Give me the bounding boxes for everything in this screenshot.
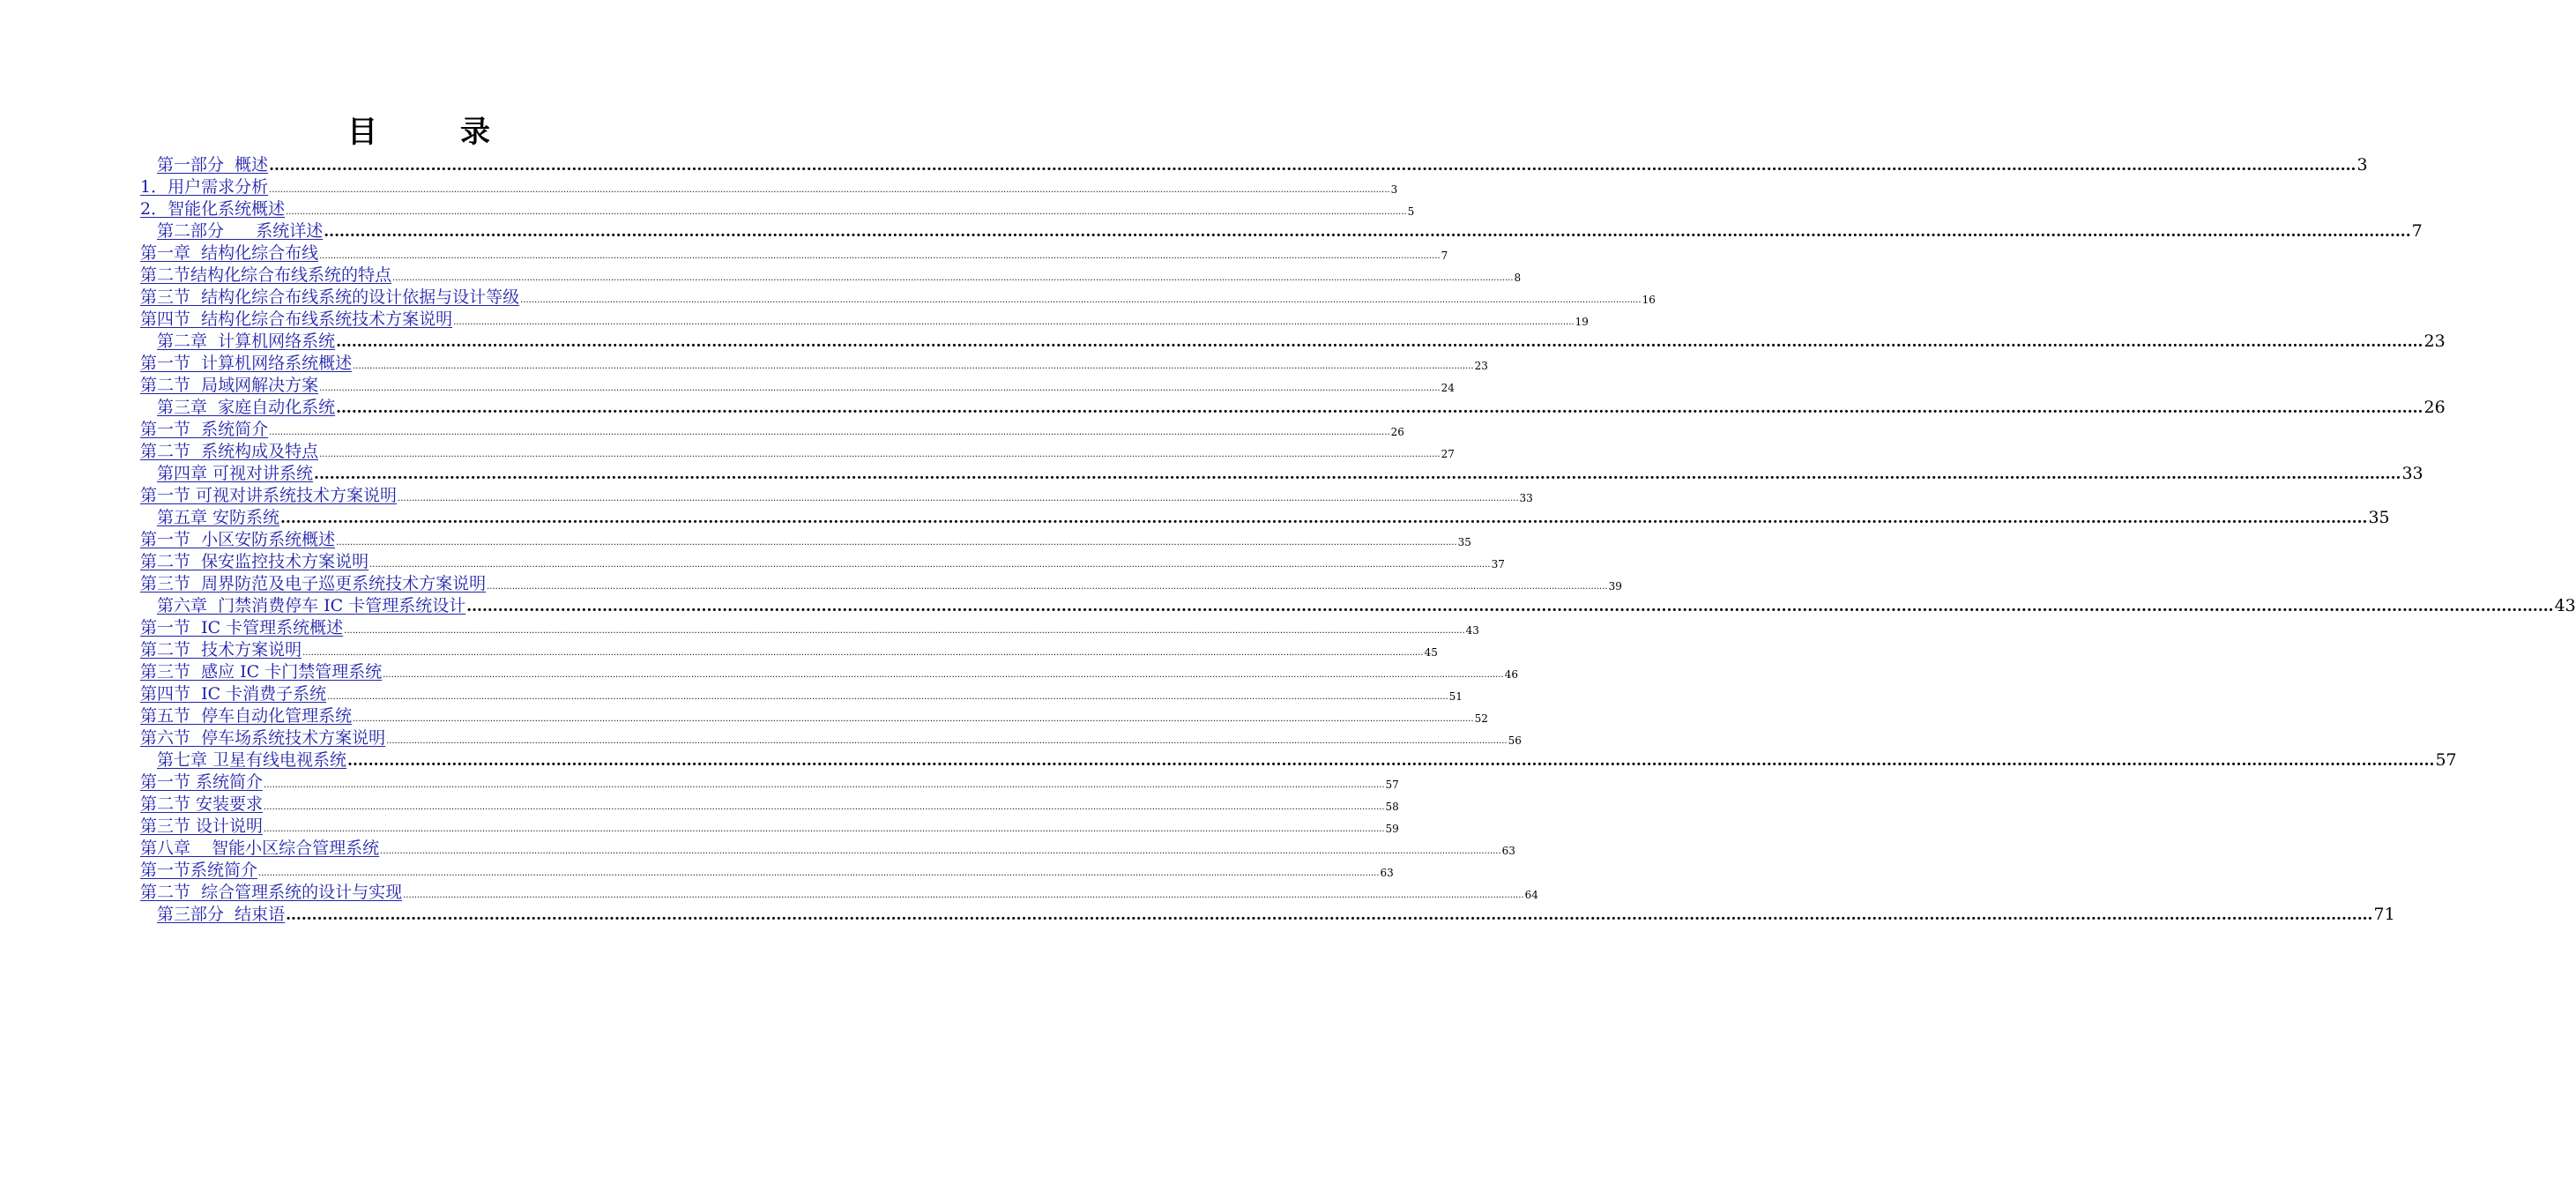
toc-entry-link[interactable]: 第五节 停车自动化管理系统 xyxy=(140,706,353,726)
toc-entry[interactable] xyxy=(140,439,1455,461)
toc-entry-link[interactable]: 1．用户需求分析 xyxy=(140,177,269,197)
toc-entry-link[interactable]: 第一部分 概述 xyxy=(157,155,269,175)
toc-leader-dots: ................................................................................................................................................................................................................................................................................................................................................................................................................ xyxy=(336,333,2423,351)
toc-entry[interactable] xyxy=(140,153,2368,175)
toc-page-number: 57 xyxy=(1385,779,1399,791)
toc-entry-link[interactable]: 第一节 小区安防系统概述 xyxy=(140,530,336,549)
toc-entry[interactable] xyxy=(140,748,2457,770)
toc-entry[interactable] xyxy=(140,704,1488,726)
toc-leader-dots: ................................................................................................................................................................................................................................................................................................................................................................................................................ xyxy=(314,466,2401,483)
toc-entry[interactable] xyxy=(140,549,1505,571)
toc-page-number: 24 xyxy=(1441,382,1455,394)
toc-entry[interactable] xyxy=(140,417,1404,439)
table-of-contents xyxy=(140,153,2576,924)
toc-page-number: 63 xyxy=(1501,845,1515,857)
toc-entry-link[interactable]: 第三部分 结束语 xyxy=(157,905,286,924)
toc-entry-link[interactable]: 第一节 IC 卡管理系统概述 xyxy=(140,618,344,637)
toc-entry-link[interactable]: 第四节 IC 卡消费子系统 xyxy=(140,684,327,704)
toc-entry[interactable] xyxy=(140,395,2446,417)
toc-page-number: 52 xyxy=(1474,712,1488,725)
toc-entry[interactable] xyxy=(140,726,1522,748)
toc-leader-dots: ................................................................................................................................................................................................................................................................................................................................................................................................................ xyxy=(324,223,2411,241)
toc-title: 目 录 xyxy=(347,115,517,150)
toc-entry-link[interactable]: 第二节结构化综合布线系统的特点 xyxy=(140,265,392,285)
toc-page-number: 16 xyxy=(1642,294,1656,306)
toc-entry-link[interactable]: 第三节 结构化综合布线系统的设计依据与设计等级 xyxy=(140,287,520,307)
toc-entry[interactable] xyxy=(140,637,1438,660)
toc-entry-link[interactable]: 第四章 可视对讲系统 xyxy=(157,464,314,483)
toc-leader-dots: ................................................................................................................................................................................................................................................................................................................................................................................................................ xyxy=(336,538,1457,548)
toc-entry[interactable] xyxy=(140,682,1463,704)
toc-entry[interactable] xyxy=(140,263,1522,285)
toc-leader-dots: ................................................................................................................................................................................................................................................................................................................................................................................................................ xyxy=(353,714,1474,724)
toc-entry-link[interactable]: 第二章 计算机网络系统 xyxy=(157,332,336,351)
toc-page-number: 35 xyxy=(2368,508,2390,527)
toc-entry-link[interactable]: 第二节 安装要求 xyxy=(140,794,264,814)
toc-page-number: 71 xyxy=(2373,905,2395,924)
toc-entry-link[interactable]: 第一章 结构化综合布线 xyxy=(140,243,319,263)
toc-leader-dots: ................................................................................................................................................................................................................................................................................................................................................................................................................ xyxy=(302,648,1424,658)
toc-entry[interactable] xyxy=(140,483,1533,505)
toc-entry[interactable] xyxy=(140,307,1589,329)
toc-entry-link[interactable]: 第八章 智能小区综合管理系统 xyxy=(140,838,380,858)
toc-leader-dots: ................................................................................................................................................................................................................................................................................................................................................................................................................ xyxy=(280,510,2368,527)
toc-page-number: 27 xyxy=(1441,448,1455,460)
toc-entry-link[interactable]: 第一节 可视对讲系统技术方案说明 xyxy=(140,486,398,505)
toc-entry-link[interactable]: 第一节系统简介 xyxy=(140,861,258,880)
toc-leader-dots: ................................................................................................................................................................................................................................................................................................................................................................................................................ xyxy=(347,752,2435,770)
toc-leader-dots: ................................................................................................................................................................................................................................................................................................................................................................................................................ xyxy=(380,846,1501,856)
toc-leader-dots: ................................................................................................................................................................................................................................................................................................................................................................................................................ xyxy=(286,207,1407,217)
toc-page-number: 3 xyxy=(1390,183,1398,196)
toc-entry[interactable] xyxy=(140,593,2576,615)
toc-page-number: 43 xyxy=(1465,624,1479,637)
toc-entry[interactable] xyxy=(140,241,1448,263)
toc-page-number: 63 xyxy=(1380,867,1394,879)
toc-leader-dots: ................................................................................................................................................................................................................................................................................................................................................................................................................ xyxy=(264,780,1385,790)
toc-page-number: 23 xyxy=(1474,360,1488,372)
toc-page-number: 5 xyxy=(1407,205,1415,218)
toc-leader-dots: ................................................................................................................................................................................................................................................................................................................................................................................................................ xyxy=(269,157,2356,175)
toc-page-number: 37 xyxy=(1491,558,1505,570)
toc-entry[interactable] xyxy=(140,902,2395,924)
toc-entry-link[interactable]: 第四节 结构化综合布线系统技术方案说明 xyxy=(140,309,453,329)
toc-leader-dots: ................................................................................................................................................................................................................................................................................................................................................................................................................ xyxy=(487,582,1608,592)
toc-page-number: 39 xyxy=(1608,580,1622,592)
toc-leader-dots: ................................................................................................................................................................................................................................................................................................................................................................................................................ xyxy=(319,251,1441,261)
toc-page-number: 56 xyxy=(1508,734,1522,747)
toc-entry-link[interactable]: 第三节 周界防范及电子巡更系统技术方案说明 xyxy=(140,574,487,593)
toc-leader-dots: ................................................................................................................................................................................................................................................................................................................................................................................................................ xyxy=(336,399,2423,417)
toc-entry-link[interactable]: 第二部分 系统详述 xyxy=(157,221,324,241)
toc-entry[interactable] xyxy=(140,792,1399,814)
toc-entry[interactable] xyxy=(140,197,1415,219)
toc-leader-dots: ................................................................................................................................................................................................................................................................................................................................................................................................................ xyxy=(453,317,1575,327)
toc-entry[interactable] xyxy=(140,571,1622,593)
toc-entry-link[interactable]: 第一节 系统简介 xyxy=(140,420,269,439)
toc-leader-dots: ................................................................................................................................................................................................................................................................................................................................................................................................................ xyxy=(520,295,1642,305)
toc-page-number: 51 xyxy=(1448,690,1463,703)
toc-leader-dots: ................................................................................................................................................................................................................................................................................................................................................................................................................ xyxy=(327,692,1448,702)
toc-entry[interactable] xyxy=(140,219,2423,241)
toc-entry-link[interactable]: 第二节 综合管理系统的设计与实现 xyxy=(140,883,403,902)
toc-page-number: 8 xyxy=(1514,272,1522,284)
toc-leader-dots: ................................................................................................................................................................................................................................................................................................................................................................................................................ xyxy=(369,560,1491,570)
toc-entry[interactable] xyxy=(140,373,1455,395)
toc-page-number: 43 xyxy=(2554,596,2576,615)
toc-page-number: 59 xyxy=(1385,823,1399,835)
toc-page-number: 23 xyxy=(2423,332,2446,351)
toc-page-number: 57 xyxy=(2435,750,2457,770)
toc-entry[interactable] xyxy=(140,615,1479,637)
toc-entry-link[interactable]: 第五章 安防系统 xyxy=(157,508,280,527)
toc-page-number: 19 xyxy=(1575,316,1589,328)
toc-entry[interactable] xyxy=(140,880,1538,902)
toc-entry[interactable] xyxy=(140,660,1518,682)
toc-leader-dots: ................................................................................................................................................................................................................................................................................................................................................................................................................ xyxy=(286,906,2373,924)
toc-leader-dots: ................................................................................................................................................................................................................................................................................................................................................................................................................ xyxy=(258,868,1380,878)
toc-entry[interactable] xyxy=(140,814,1399,836)
toc-leader-dots: ................................................................................................................................................................................................................................................................................................................................................................................................................ xyxy=(264,802,1385,812)
toc-entry-link[interactable]: 第三节 设计说明 xyxy=(140,816,264,836)
toc-entry[interactable] xyxy=(140,527,1471,549)
toc-leader-dots: ................................................................................................................................................................................................................................................................................................................................................................................................................ xyxy=(319,384,1441,393)
toc-leader-dots: ................................................................................................................................................................................................................................................................................................................................................................................................................ xyxy=(398,494,1519,503)
toc-leader-dots: ................................................................................................................................................................................................................................................................................................................................................................................................................ xyxy=(386,736,1508,746)
toc-entry-link[interactable]: 第二节 系统构成及特点 xyxy=(140,442,319,461)
toc-entry-link[interactable]: 第一节 系统简介 xyxy=(140,772,264,792)
toc-page-number: 7 xyxy=(2411,221,2423,241)
toc-entry-link[interactable]: 第三章 家庭自动化系统 xyxy=(157,398,336,417)
toc-page-number: 26 xyxy=(1390,426,1404,438)
toc-page-number: 58 xyxy=(1385,801,1399,813)
toc-leader-dots: ................................................................................................................................................................................................................................................................................................................................................................................................................ xyxy=(269,185,1390,195)
toc-page-number: 64 xyxy=(1524,889,1538,901)
toc-entry[interactable] xyxy=(140,858,1394,880)
toc-page-number: 45 xyxy=(1424,646,1438,659)
toc-leader-dots: ................................................................................................................................................................................................................................................................................................................................................................................................................ xyxy=(264,824,1385,834)
toc-entry-link[interactable]: 第二节 技术方案说明 xyxy=(140,640,302,660)
toc-entry[interactable] xyxy=(140,351,1488,373)
toc-page-number: 33 xyxy=(2401,464,2423,483)
toc-entry-link[interactable]: 第六章 门禁消费停车 IC 卡管理系统设计 xyxy=(157,596,466,615)
toc-leader-dots: ................................................................................................................................................................................................................................................................................................................................................................................................................ xyxy=(353,361,1474,371)
toc-leader-dots: ................................................................................................................................................................................................................................................................................................................................................................................................................ xyxy=(269,428,1390,437)
toc-leader-dots: ................................................................................................................................................................................................................................................................................................................................................................................................................ xyxy=(319,450,1441,459)
toc-entry[interactable] xyxy=(140,461,2423,483)
toc-entry-link[interactable]: 2．智能化系统概述 xyxy=(140,199,286,219)
toc-entry[interactable] xyxy=(140,505,2390,527)
toc-entry-link[interactable]: 第二节 局域网解决方案 xyxy=(140,376,319,395)
toc-entry-link[interactable]: 第一节 计算机网络系统概述 xyxy=(140,354,353,373)
toc-leader-dots: ................................................................................................................................................................................................................................................................................................................................................................................................................ xyxy=(403,891,1524,900)
toc-leader-dots: ................................................................................................................................................................................................................................................................................................................................................................................................................ xyxy=(344,626,1465,636)
toc-entry[interactable] xyxy=(140,770,1399,792)
toc-entry[interactable] xyxy=(140,836,1515,858)
toc-entry[interactable] xyxy=(140,329,2446,351)
toc-leader-dots: ................................................................................................................................................................................................................................................................................................................................................................................................................ xyxy=(392,273,1514,283)
toc-entry[interactable] xyxy=(140,175,1398,197)
toc-page-number: 7 xyxy=(1441,250,1448,262)
toc-page-number: 26 xyxy=(2423,398,2446,417)
toc-leader-dots: ................................................................................................................................................................................................................................................................................................................................................................................................................ xyxy=(466,598,2554,615)
toc-page-number: 3 xyxy=(2356,155,2368,175)
toc-entry[interactable] xyxy=(140,285,1656,307)
toc-leader-dots: ................................................................................................................................................................................................................................................................................................................................................................................................................ xyxy=(383,670,1504,680)
toc-page-number: 35 xyxy=(1457,536,1471,548)
toc-entry-link[interactable]: 第三节 感应 IC 卡门禁管理系统 xyxy=(140,662,383,682)
toc-entry-link[interactable]: 第六节 停车场系统技术方案说明 xyxy=(140,728,386,748)
toc-entry-link[interactable]: 第二节 保安监控技术方案说明 xyxy=(140,552,369,571)
toc-entry-link[interactable]: 第七章 卫星有线电视系统 xyxy=(157,750,347,770)
toc-page-number: 33 xyxy=(1519,492,1533,504)
toc-page-number: 46 xyxy=(1504,668,1518,681)
